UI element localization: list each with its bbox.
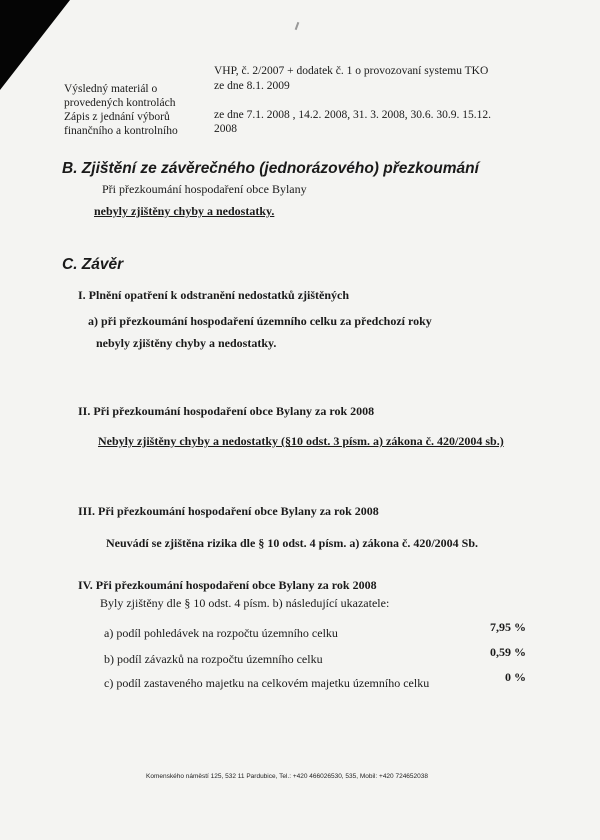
header-left-line-2: provedených kontrolách	[64, 97, 176, 109]
section-c-ii-text: Nebyly zjištěny chyby a nedostatky (§10 odst. 3 písm. a) zákona č. 420/2004 sb.)	[98, 434, 504, 448]
section-b-line-2: nebyly zjištěny chyby a nedostatky.	[94, 204, 275, 218]
section-c-i-a: a) při přezkoumání hospodaření územního celku za předchozí roky	[88, 314, 432, 328]
indicator-value: 0 %	[505, 670, 526, 684]
section-c-iii-text: Neuvádí se zjištěna rizika dle § 10 odst. 4 písm. a) zákona č. 420/2004 Sb.	[106, 536, 479, 550]
section-b-line-1: Při přezkoumání hospodaření obce Bylany	[102, 182, 307, 196]
section-b-title: B. Zjištění ze závěrečného (jednorázového) přezkoumání	[62, 160, 479, 177]
section-c-iv-text: Byly zjištěny dle § 10 odst. 4 písm. b) následující ukazatele:	[100, 596, 390, 610]
footer-contact: Komenského náměstí 125, 532 11 Pardubice, Tel.: +420 466026530, 535, Mobil: +420 724652038	[146, 773, 429, 780]
section-c-i-title: I. Plnění opatření k odstranění nedostatků zjištěných	[78, 288, 350, 302]
indicator-value: 0,59 %	[490, 645, 526, 659]
scan-corner-shadow	[0, 0, 70, 90]
header-right-line-2: ze dne 8.1. 2009	[214, 80, 290, 92]
header-left-line-4: finančního a kontrolního	[64, 125, 178, 137]
section-c-iii-title: III. Při přezkoumání hospodaření obce Bylany za rok 2008	[78, 504, 379, 518]
indicator-value: 7,95 %	[490, 620, 526, 634]
section-c-iv-title: IV. Při přezkoumání hospodaření obce Bylany za rok 2008	[78, 578, 377, 592]
header-right-line-4: 2008	[214, 123, 237, 135]
section-c-i-a2: nebyly zjištěny chyby a nedostatky.	[96, 336, 277, 350]
indicator-label: a) podíl pohledávek na rozpočtu územního celku	[104, 626, 338, 640]
scan-mark	[295, 22, 300, 30]
section-c-ii-title: II. Při přezkoumání hospodaření obce Bylany za rok 2008	[78, 404, 375, 418]
header-right-line-1: VHP, č. 2/2007 + dodatek č. 1 o provozovaní systemu TKO	[214, 65, 489, 77]
header-left-line-1: Výsledný materiál o	[64, 83, 158, 95]
header-left-line-3: Zápis z jednání výborů	[64, 111, 170, 123]
section-c-title: C. Závěr	[62, 256, 124, 273]
header-right-line-3: ze dne 7.1. 2008 , 14.2. 2008, 31. 3. 2008, 30.6. 30.9. 15.12.	[214, 109, 491, 121]
indicator-label: c) podíl zastaveného majetku na celkovém majetku územního celku	[104, 676, 430, 690]
indicator-label: b) podíl závazků na rozpočtu územního celku	[104, 652, 323, 666]
